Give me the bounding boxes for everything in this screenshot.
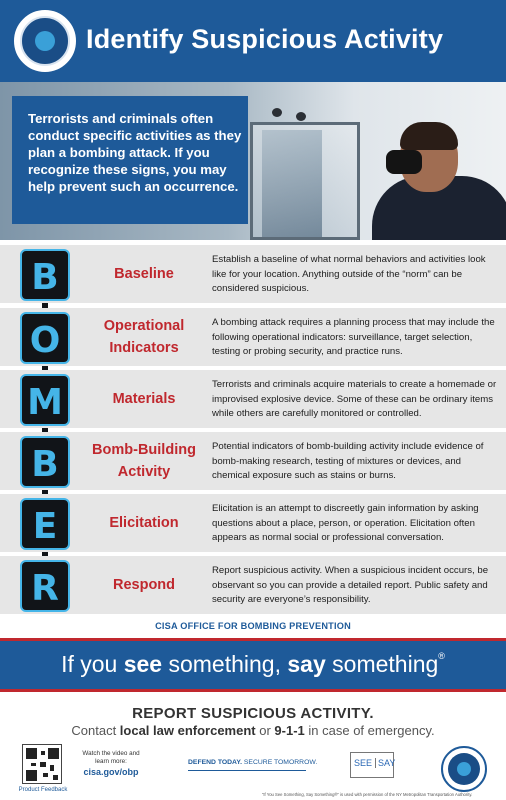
divider-stripe	[0, 689, 506, 692]
trademark-footnote: “If You See Something, Say Something®” is used with permission of the NY Metropolitan Transportation Authority.	[262, 792, 473, 797]
row-title: Materials	[112, 391, 176, 407]
watch-video-text: Watch the video and learn more:	[82, 750, 140, 765]
security-camera-icon	[296, 112, 306, 121]
row-title: Elicitation	[109, 515, 179, 531]
row-title: Bomb-Building Activity	[92, 442, 196, 480]
bomber-row-materials	[0, 370, 506, 428]
bomber-row-operational-indicators	[0, 308, 506, 366]
letter-tile: B	[20, 436, 70, 488]
letter-tile: R	[20, 560, 70, 612]
row-description: Establish a baseline of what normal behaviors and activities look like for your location. Anything outside of the “norm” can be considered suspicious.	[212, 254, 486, 294]
row-description: A bombing attack requires a planning process that may include the following operational indicators: surveillance, target selection, testing or probing security, and practice runs.	[212, 317, 495, 357]
bomber-row-respond	[0, 556, 506, 614]
letter-tile: B	[20, 249, 70, 301]
office-line: CISA OFFICE FOR BOMBING PREVENTION	[155, 621, 351, 631]
row-description: Terrorists and criminals acquire materials to create a homemade or improvised explosive device. Some of these can be ordinary items while others are carefully monitored or controlled.	[212, 379, 497, 419]
product-feedback-label: Product Feedback	[18, 787, 68, 793]
cisa-seal-icon	[14, 10, 76, 72]
defend-today-logo: DEFEND TODAY. SECURE TOMORROW.	[188, 759, 306, 771]
man-with-binoculars-illustration	[360, 120, 506, 240]
intro-box	[12, 96, 248, 224]
letter-tile: O	[20, 312, 70, 364]
security-camera-icon	[272, 108, 282, 117]
window-illustration	[250, 122, 360, 240]
binoculars-icon	[386, 150, 422, 174]
intro-text: Terrorists and criminals often conduct specific activities as they plan a bombing attack. If you recognize these signs, you may help prevent such an occurrence.	[28, 111, 242, 194]
bomber-row-baseline	[0, 245, 506, 303]
see-say-logo: SEE SAY	[350, 752, 394, 778]
letter-tile: E	[20, 498, 70, 550]
bomber-row-bomb-building-activity	[0, 432, 506, 490]
row-description: Elicitation is an attempt to discreetly gain information by asking questions about a place, person, or operation. Elicitation often appears as normal social or professional conversation.	[212, 503, 479, 543]
qr-code-icon[interactable]	[22, 744, 62, 784]
row-title: Respond	[112, 577, 176, 593]
report-instructions: Contact local law enforcement or 9-1-1 in case of emergency.	[71, 723, 435, 738]
letter-tile: M	[20, 374, 70, 426]
slogan-text: If you see something, say something®	[61, 651, 445, 677]
row-description: Potential indicators of bomb-building activity include evidence of bomb-making research, testing of mixtures or devices, and chemical exposure such as stains or burns.	[212, 441, 484, 481]
row-description: Report suspicious activity. When a suspicious incident occurs, be observant so you can provide a detailed report. Public safety and security are everyone’s responsibility.	[212, 565, 489, 605]
cisa-obp-link[interactable]: cisa.gov/obp	[83, 767, 139, 777]
slogan-banner	[0, 641, 506, 689]
header-banner	[0, 0, 506, 82]
cisa-seal-icon	[441, 746, 487, 792]
page-title: Identify Suspicious Activity	[86, 24, 444, 54]
row-title: Operational Indicators	[103, 318, 185, 356]
report-title: REPORT SUSPICIOUS ACTIVITY.	[132, 705, 374, 722]
bomber-row-elicitation	[0, 494, 506, 552]
row-title: Baseline	[114, 266, 174, 282]
